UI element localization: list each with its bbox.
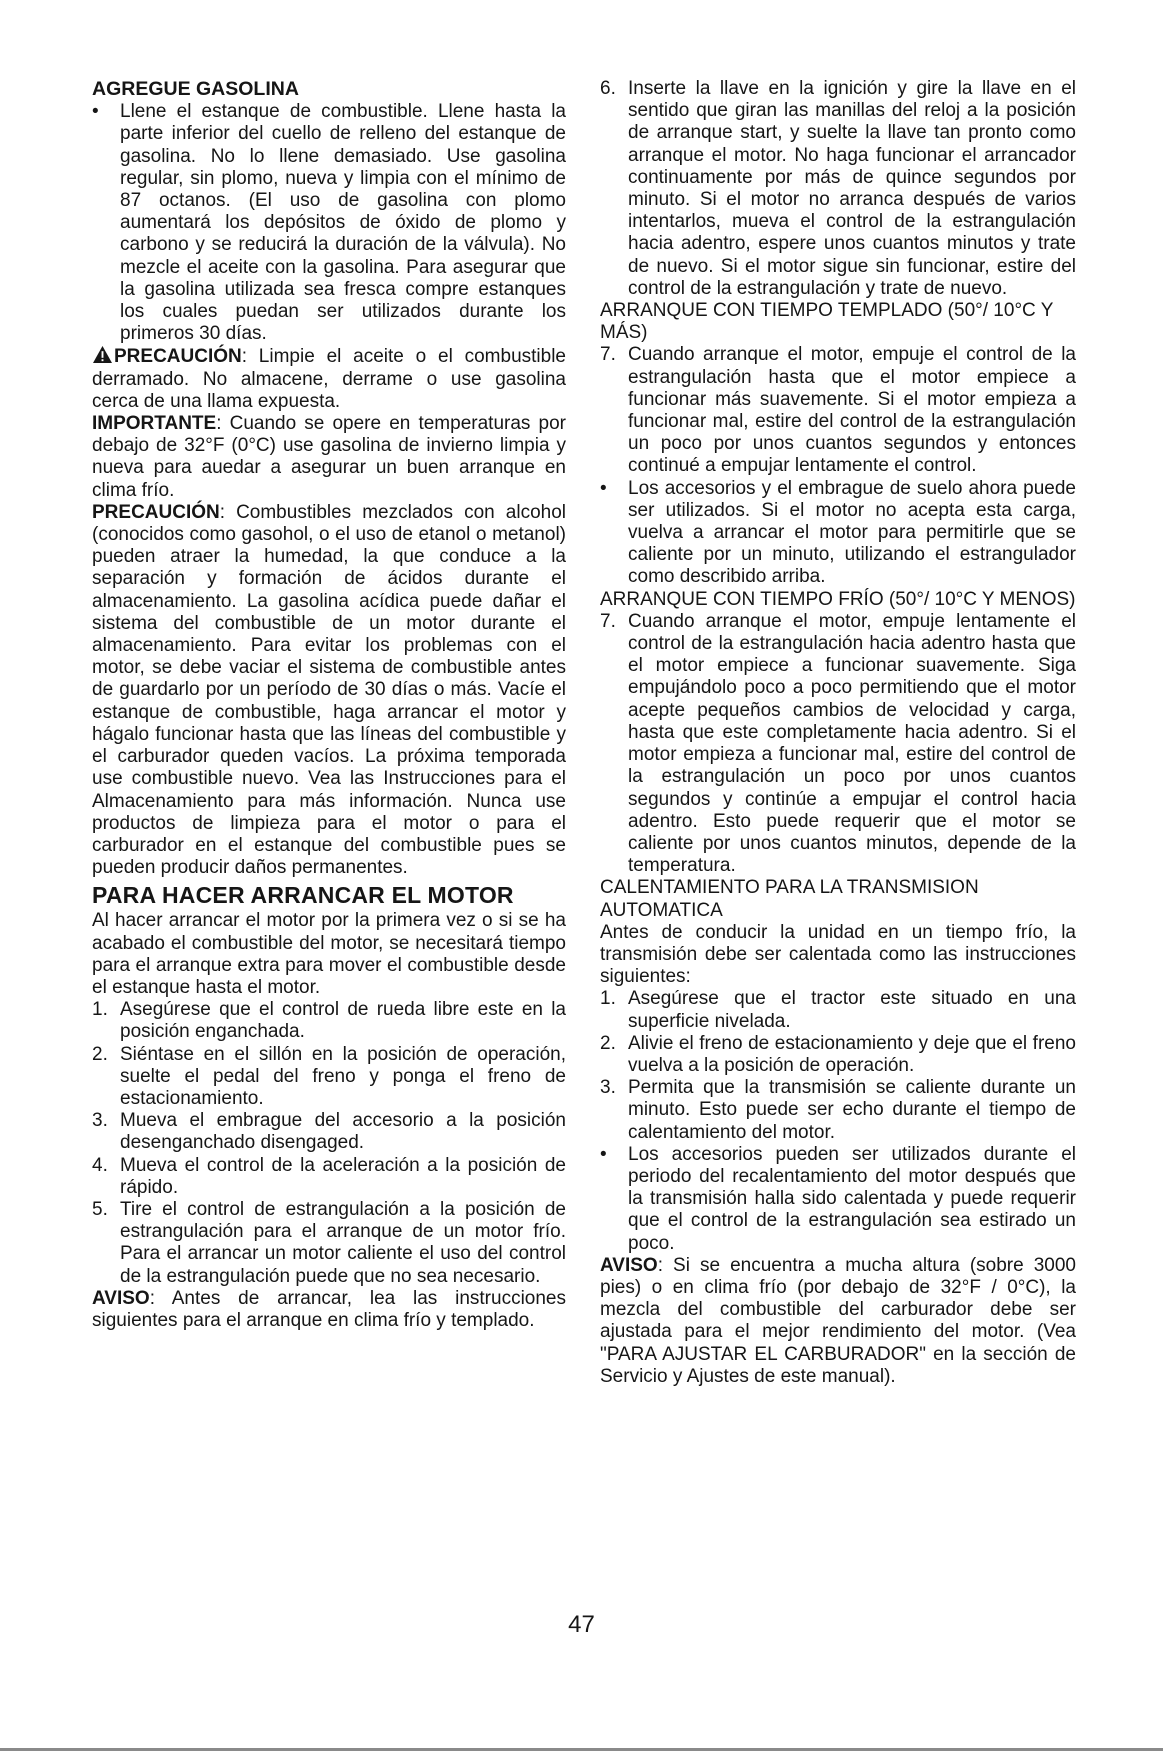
caution-alcohol-text: : Combustibles mezclados con alcohol (conocidos como gasohol, o el uso de etanol o metanol) pueden atraer la humedad, la que conduce a la separación y formación de ácidos durante el almacenamiento. La gasolina acídica puede dañar el sistema del combustible de un motor durante el almacenamiento. Para evitar los problemas con el motor, se debe vaciar el sistema de combustible antes de guardarlo por un período de 30 días o más. Vacíe el estanque de combustible, haga arrancar el motor y hágalo funcionar hasta que las líneas del combustible y el carburador queden vacíos. La próxima temporada use combustible nuevo. Vea las Instrucciones para el Almacenamiento para más información. Nunca use productos de limpieza para el motor o para el carburador en el estanque del combustible pues se pueden producir daños permanentes.	[92, 501, 566, 879]
notice-label: AVISO	[92, 1287, 150, 1309]
transmission-bullet	[600, 1144, 1076, 1255]
notice-label: AVISO	[600, 1254, 658, 1276]
warning-triangle-icon	[92, 345, 113, 364]
important-label: IMPORTANTE	[92, 413, 217, 435]
transmission-step-2	[600, 1033, 1076, 1077]
step-number: 2.	[92, 1043, 108, 1065]
notice-text: : Si se encuentra a mucha altura (sobre 3000 pies) o en clima frío (por debajo de 32°F / 0°C), la mezcla del combustible del carburador debe ser ajustada para el mejor rendimiento del motor. (Vea "PARA AJUSTAR EL CARBURADOR" en la sección de Servicio y Ajustes de este manual).	[600, 1254, 1076, 1387]
start-step-1	[92, 999, 566, 1043]
bullet-marker: •	[600, 1143, 607, 1165]
step-text: Siéntase en el sillón en la posición de operación, suelte el pedal del freno y ponga el freno de estacionamiento.	[120, 1043, 566, 1109]
page-number: 47	[568, 1611, 595, 1638]
warm-start-step-7	[600, 344, 1076, 477]
transmission-step-3	[600, 1077, 1076, 1144]
right-column	[600, 78, 1076, 1388]
altitude-notice-paragraph	[600, 1255, 1076, 1388]
bottom-rule	[0, 1748, 1163, 1751]
caution-label: PRECAUCIÓN	[114, 346, 242, 368]
step-number: 3.	[600, 1077, 616, 1099]
add-fuel-bullet-text: Llene el estanque de combustible. Llene hasta la parte inferior del cuello de relleno del estanque de gasolina. No lo llene demasiado. Use gasolina regular, sin plomo, nueva y limpia con el mínimo de 87 octanos. (El uso de gasolina con plomo aumentará los depósitos de óxido de plomo y carbono y se reducirá la duración de la válvula). No mezcle el aceite con la gasolina. Para asegurar que la gasolina utilizada sea fresca compre estanques los cuales puedan ser utilizados durante los primeros 30 días.	[120, 101, 566, 345]
start-step-4	[92, 1155, 566, 1199]
step-number: 1.	[92, 999, 108, 1021]
add-fuel-bullet-item	[92, 101, 566, 345]
start-step-2	[92, 1044, 566, 1111]
step-text: Cuando arranque el motor, empuje lentamente el control de la estrangulación hacia adentro hasta que el motor empiece a funcionar suavemente. Siga empujándolo poco a poco permitiendo que el motor acepte pequeños cambios de velocidad y carga, hasta que este completamente hacia adentro. Si el motor empieza a funcionar mal, estire del control de la estrangulación un poco por unos cuantos segundos y continúe a empujar el control hacia adentro. Esto puede requerir que el motor se caliente por unos cuantos minutos, depende de la temperatura.	[628, 610, 1076, 877]
step-number: 3.	[92, 1110, 108, 1132]
transmission-warmup-heading: CALENTAMIENTO PARA LA TRANSMISION AUTOMATICA	[600, 877, 979, 921]
step-number: 7.	[600, 610, 616, 632]
caution-alcohol-label: PRECAUCIÓN	[92, 501, 220, 523]
add-fuel-heading: AGREGUE GASOLINA	[92, 78, 299, 100]
notice-text: : Antes de arrancar, lea las instrucciones siguientes para el arranque en clima frío y templado.	[92, 1287, 566, 1331]
warm-start-bullet	[600, 478, 1076, 589]
caution-paragraph	[92, 345, 566, 413]
start-step-5	[92, 1199, 566, 1288]
step-number: 5.	[92, 1198, 108, 1220]
start-intro: Al hacer arrancar el motor por la primera vez o si se ha acabado el combustible del motor, se necesitará tiempo para el arranque extra para mover el combustible desde el estanque hasta el motor.	[92, 910, 566, 998]
transmission-step-1	[600, 988, 1076, 1032]
step-text: Mueva el control de la aceleración a la posición de rápido.	[120, 1154, 566, 1198]
caution-text: : Limpie el aceite o el combustible derramado. No almacene, derrame o use gasolina cerca de una llama expuesta.	[92, 346, 566, 412]
step-text: Tire el control de estrangulación a la posición de estrangulación para el arranque de un motor frío. Para el arrancar un motor caliente el uso del control de la estrangulación puede que no sea necesario.	[120, 1198, 566, 1287]
step-text: Permita que la transmisión se caliente durante un minuto. Esto puede ser echo durante el tiempo de calentamiento del motor.	[628, 1077, 1076, 1143]
important-text: : Cuando se opere en temperaturas por debajo de 32°F (0°C) use gasolina de invierno limpia y nueva para auedar a asegurar un buen arranque en clima frío.	[92, 413, 566, 501]
step-text: Inserte la llave en la ignición y gire la llave en el sentido que giran las manillas del reloj a la posición de arranque start, y suelte la llave tan pronto como arranque el motor. No haga funcionar el arrancador continuamente por más de quince segundos por minuto. Si el motor no arranca después de varios intentarlos, mueva el control de la estrangulación hacia adentro, espere unos cuantos minutos y trate de nuevo. Si el motor sigue sin funcionar, estire del control de la estrangulación y trate de nuevo.	[628, 78, 1076, 299]
start-engine-heading: PARA HACER ARRANCAR EL MOTOR	[92, 882, 514, 909]
step-text: Mueva el embrague del accesorio a la posición desenganchado disengaged.	[120, 1110, 566, 1154]
notice-paragraph	[92, 1288, 566, 1332]
start-step-6	[600, 78, 1076, 300]
step-text: Cuando arranque el motor, empuje el control de la estrangulación hasta que el motor empiece a funcionar más suavemente. Si el motor empieza a funcionar mal, estire del control de la estrangulación un poco por unos cuantos segundos y entonces continué a empujar lentamente el control.	[628, 344, 1076, 477]
transmission-intro: Antes de conducir la unidad en un tiempo frío, la transmisión debe ser calentada como las instrucciones siguientes:	[600, 921, 1076, 988]
step-number: 2.	[600, 1032, 616, 1054]
warm-start-heading: ARRANQUE CON TIEMPO TEMPLADO (50°/ 10°C Y MÁS)	[600, 300, 1054, 344]
important-paragraph	[92, 413, 566, 502]
step-text: Asegúrese que el tractor este situado en una superficie nivelada.	[628, 988, 1076, 1032]
bullet-marker: •	[600, 477, 607, 499]
cold-start-step-7	[600, 611, 1076, 877]
step-text: Asegúrese que el control de rueda libre este en la posición enganchada.	[120, 999, 566, 1043]
bullet-text: Los accesorios y el embrague de suelo ahora puede ser utilizados. Si el motor no acepta esta carga, vuelva a arrancar el motor para permitirle que se caliente por un minuto, utilizando el estrangulador como describido arriba.	[628, 477, 1076, 588]
step-number: 4.	[92, 1154, 108, 1176]
start-step-3	[92, 1110, 566, 1154]
bullet-text: Los accesorios pueden ser utilizados durante el periodo del recalentamiento del motor después que la transmisión halla sido calentada y puede requerir que el control de la estrangulación sea estirado un poco.	[628, 1143, 1076, 1254]
caution-alcohol-paragraph	[92, 502, 566, 879]
left-column	[92, 78, 566, 1332]
bullet-marker: •	[92, 101, 99, 123]
step-number: 6.	[600, 78, 616, 99]
cold-start-heading: ARRANQUE CON TIEMPO FRÍO (50°/ 10°C Y MENOS)	[600, 588, 1076, 610]
step-text: Alivie el freno de estacionamiento y deje que el freno vuelva a la posición de operación.	[628, 1032, 1076, 1076]
step-number: 7.	[600, 344, 616, 366]
step-number: 1.	[600, 988, 616, 1010]
